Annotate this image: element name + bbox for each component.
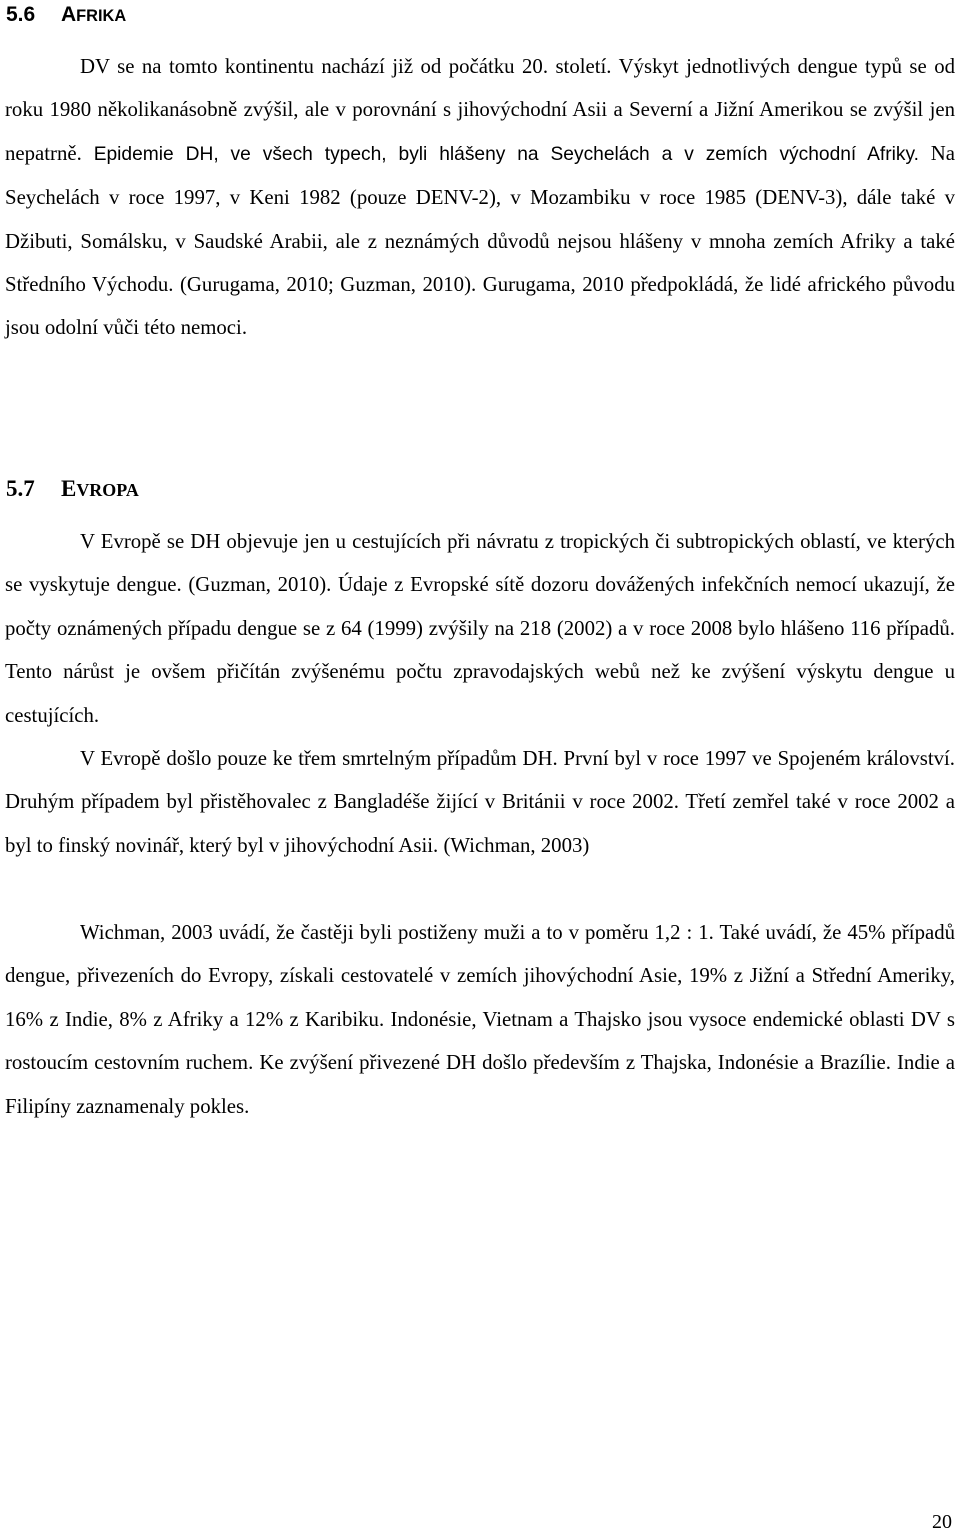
paragraph-evropa-2: V Evropě došlo pouze ke třem smrtelným případům DH. První byl v roce 1997 ve Spojeném království. Druhým případem byl přistěhovalec z Bangladéše žijící v Británii v roce 2002. Třetí zemřel také v roce 2002 a byl to finský novinář, který byl v jihovýchodní Asii. (Wichman, 2003) <box>5 747 955 857</box>
page-number: 20 <box>932 1511 952 1533</box>
section-number: 5.7 <box>6 476 35 501</box>
section-title-rest: VROPA <box>76 480 139 500</box>
section-title-rest: FRIKA <box>76 7 127 25</box>
section-title-initial: E <box>61 476 77 501</box>
section-number: 5.6 <box>6 3 36 26</box>
section-heading-afrika <box>6 0 126 31</box>
paragraph-afrika-part3: Na Seychelách v roce 1997, v Keni 1982 (pouze DENV-2), v Mozambiku v roce 1985 (DENV-3), dále také v Džibuti, Somálsku, v Saudské Arabii, ale z neznámých důvodů nejsou hlášeny v mnoha zemích Afriky a také Středního Východu. (Gurugama, 2010; Guzman, 2010). Gurugama, 2010 předpokládá, že lidé afrického původu jsou odolní vůči této nemoci. <box>5 141 955 340</box>
paragraph-evropa-1: V Evropě se DH objevuje jen u cestujících při návratu z tropických či subtropických oblastí, ve kterých se vyskytuje dengue. (Guzman, 2010). Údaje z Evropské sítě dozoru dovážených infekčních nemocí ukazují, že počty oznámených případu dengue se z 64 (1999) zvýšily na 218 (2002) a v roce 2008 bylo hlášeno 116 případů. Tento nárůst je ovšem přičítán zvýšenému počtu zpravodajských webů než ke zvýšení výskytu dengue u cestujících. <box>5 530 955 727</box>
paragraph-afrika <box>5 45 955 350</box>
paragraph-afrika-part2: Epidemie DH, ve všech typech, byli hlášeny na Seychelách a v zemích východní Afriky. <box>81 143 919 165</box>
section-title-initial: A <box>61 3 77 26</box>
section-heading-evropa <box>6 474 139 505</box>
paragraph-afrika-part1: DV se na tomto kontinentu nachází již od počátku 20. století. Výskyt jednotlivých dengue typů se od roku 1980 několikanásobně zvýšil, ale v porovnání s jihovýchodní Asii a Severní a Jižní Amerikou se zvýšil jen nepatrně. <box>5 55 955 165</box>
paragraph-evropa-3: Wichman, 2003 uvádí, že častěji byli postiženy muži a to v poměru 1,2 : 1. Také uvádí, že 45% případů dengue, přivezeních do Evropy, získali cestovatelé v zemích jihovýchodní Asie, 19% z Jižní a Střední Ameriky, 16% z Indie, 8% z Afriky a 12% z Karibiku. Indonésie, Vietnam a Thajsko jsou vysoce endemické oblasti DV s rostoucím cestovním ruchem. Ke zvýšení přivezené DH došlo především z Thajska, Indonésie a Brazílie. Indie a Filipíny zaznamenaly pokles. <box>5 921 955 1118</box>
